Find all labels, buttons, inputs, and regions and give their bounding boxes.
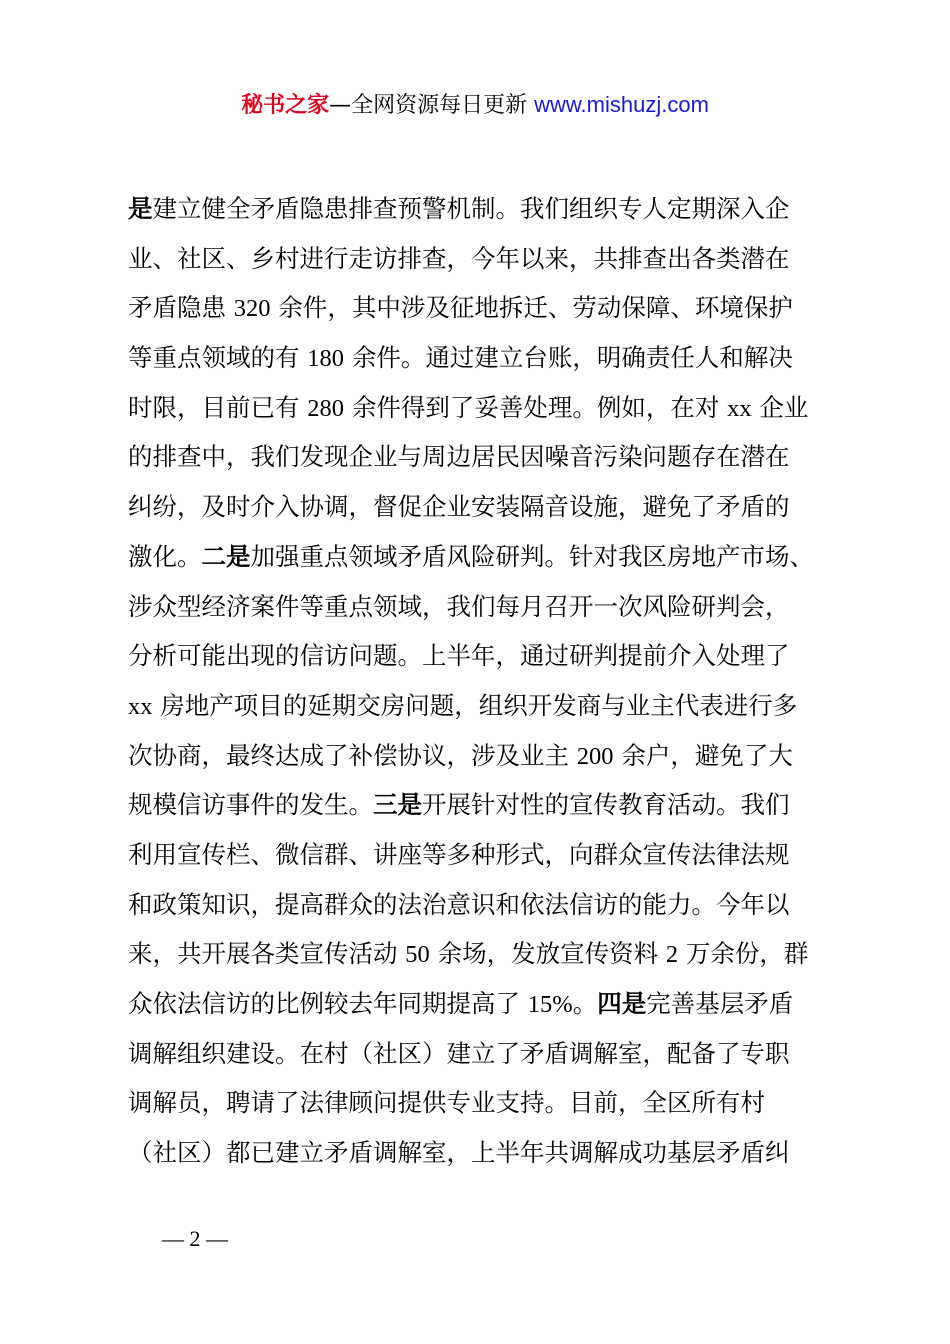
text-segment: 调解员，聘请了法律顾问提供专业支持。目前，全区所有村 [128, 1088, 765, 1118]
text-segment: 企业 [751, 392, 809, 422]
text-segment: 涉众型经济案件等重点领域，我们每月召开一次风险研判会， [128, 591, 790, 621]
site-url-link[interactable]: www.mishuzj.com [534, 92, 709, 117]
text-segment: 余户，避免了大 [613, 740, 793, 770]
number-text: 50 [405, 941, 430, 969]
text-line [128, 184, 848, 234]
text-line [128, 780, 848, 830]
text-line [128, 582, 848, 632]
number-text: 320 [233, 295, 271, 323]
text-line [128, 432, 848, 482]
text-segment: 开展针对性的宣传教育活动。我们 [422, 790, 790, 820]
header-tagline: —全网资源每日更新 [329, 93, 528, 118]
text-segment: 矛盾隐患 [128, 293, 234, 323]
document-body [128, 184, 848, 1178]
text-segment: 时限，目前已有 [128, 392, 308, 422]
text-line [128, 234, 848, 284]
text-segment: 余件得到了妥善处理。例如，在对 [344, 392, 728, 422]
text-segment: 分析可能出现的信访问题。上半年，通过研判提前介入处理了 [128, 641, 790, 671]
text-segment: 次协商，最终达成了补偿协议，涉及业主 [128, 740, 577, 770]
text-line [128, 631, 848, 681]
text-line [128, 1078, 848, 1128]
text-segment: 的排查中，我们发现企业与周边居民因噪音污染问题存在潜在 [128, 442, 790, 472]
text-line [128, 283, 848, 333]
page-number: — 2 — [162, 1226, 228, 1251]
text-segment: 万余份，群 [678, 939, 809, 969]
number-text: 200 [576, 742, 614, 770]
text-line [128, 1029, 848, 1079]
text-line [128, 830, 848, 880]
text-segment: 余场，发放宣传资料 [429, 939, 666, 969]
bold-keyword: 三是 [373, 790, 422, 820]
bold-keyword: 是 [128, 194, 153, 223]
text-segment: 业、社区、乡村进行走访排查，今年以来，共排查出各类潜在 [128, 243, 790, 273]
number-text: 2 [665, 941, 679, 969]
text-segment: 加强重点领域矛盾风险研判。针对我区房地产市场、 [250, 541, 814, 571]
text-line [128, 482, 848, 532]
brand-name: 秘书之家 [241, 93, 330, 118]
text-line [128, 979, 848, 1029]
number-text: 180 [307, 345, 345, 373]
text-segment: 。 [572, 989, 598, 1018]
text-segment: 规模信访事件的发生。 [128, 790, 373, 820]
site-header [0, 88, 950, 123]
number-text: xx [128, 692, 153, 720]
text-line [128, 880, 848, 930]
number-text: 280 [307, 394, 345, 422]
text-segment: 房地产项目的延期交房问题，组织开发商与业主代表进行多 [152, 690, 798, 720]
text-segment: 来，共开展各类宣传活动 [128, 939, 406, 969]
text-segment: 余件，其中涉及征地拆迁、劳动保障、环境保护 [270, 293, 793, 323]
text-line [128, 731, 848, 781]
text-segment: 激化。 [128, 541, 202, 571]
bold-keyword: 二是 [201, 541, 251, 571]
text-segment: （社区）都已建立矛盾调解室，上半年共调解成功基层矛盾纠 [128, 1138, 790, 1168]
text-segment: 纠纷，及时介入协调，督促企业安装隔音设施，避免了矛盾的 [128, 492, 790, 522]
number-text: xx [727, 394, 752, 422]
text-segment: 调解组织建设。在村（社区）建立了矛盾调解室，配备了专职 [128, 1038, 790, 1068]
text-segment: 建立健全矛盾隐患排查预警机制。我们组织专人定期深入企 [152, 194, 790, 223]
text-line [128, 1128, 848, 1178]
text-segment: 众依法信访的比例较去年同期提高了 [128, 989, 528, 1018]
number-text: 15% [527, 991, 573, 1018]
text-line [128, 333, 848, 383]
bold-keyword: 四是 [597, 989, 647, 1018]
text-segment: 利用宣传栏、微信群、讲座等多种形式，向群众宣传法律法规 [128, 839, 790, 869]
text-line [128, 383, 848, 433]
text-line [128, 929, 848, 979]
text-segment: 余件。通过建立台账，明确责任人和解决 [344, 343, 793, 373]
text-segment: 和政策知识，提高群众的法治意识和依法信访的能力。今年以 [128, 889, 790, 919]
text-line [128, 532, 848, 582]
text-line [128, 681, 848, 731]
text-segment: 等重点领域的有 [128, 343, 308, 373]
text-segment: 完善基层矛盾 [646, 989, 794, 1018]
